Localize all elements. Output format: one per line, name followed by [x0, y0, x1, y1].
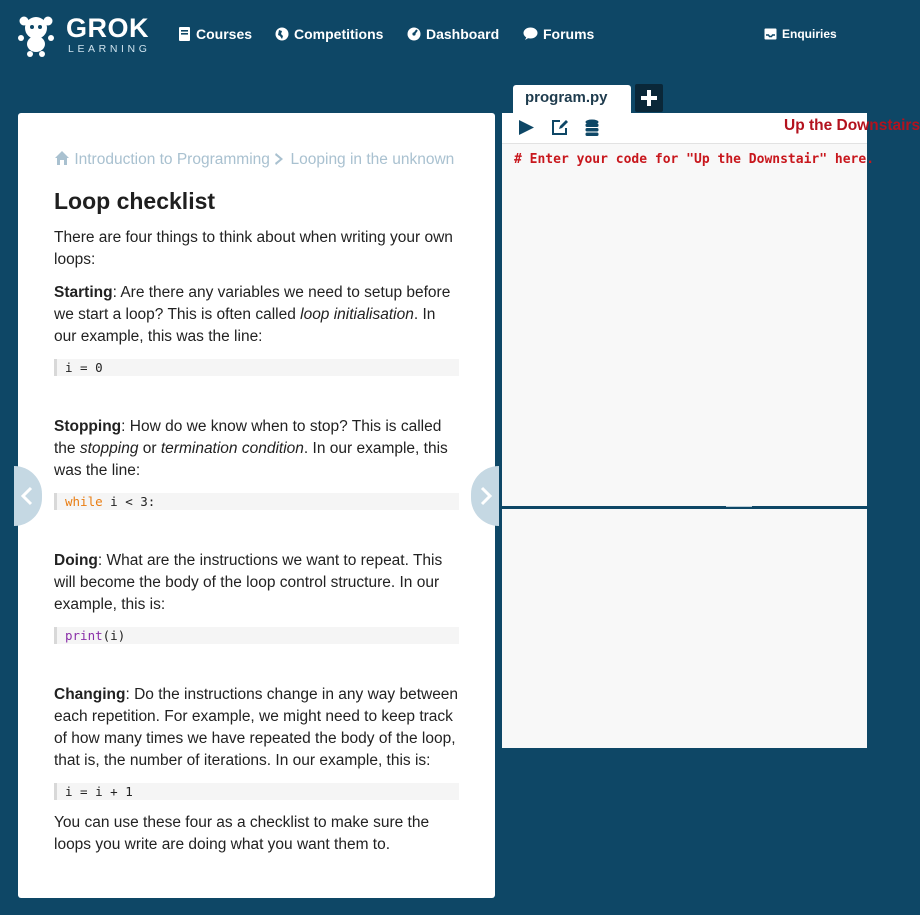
nav-forums[interactable]: [523, 24, 594, 44]
output-console[interactable]: [502, 509, 867, 748]
nav-competitions-label: Competitions: [294, 26, 384, 42]
logo-subtitle: LEARNING: [68, 43, 151, 55]
breadcrumb-course[interactable]: Introduction to Programming: [74, 151, 270, 168]
nav-dashboard-label: Dashboard: [426, 26, 500, 42]
add-file-button[interactable]: [635, 84, 663, 112]
book-icon: [178, 27, 191, 41]
nav-courses[interactable]: [178, 24, 252, 44]
stopping-em: stopping: [79, 440, 139, 457]
stopping-text-a: : How do we know when to stop? This is called the: [54, 418, 442, 457]
logo-title: GROK: [66, 13, 149, 43]
doing-paragraph: [54, 550, 459, 616]
breadcrumb-section[interactable]: Looping in the unknown: [290, 151, 455, 168]
code-keyword-while: while: [65, 494, 103, 509]
code-stopping-rest: i < 3:: [102, 494, 156, 509]
lesson-content: [54, 149, 459, 867]
stopping-text-b: . In our example, this was the line:: [54, 440, 448, 479]
top-nav: [0, 0, 867, 70]
grok-logo[interactable]: [16, 12, 156, 58]
stopping-term: Stopping: [54, 418, 122, 435]
database-icon[interactable]: [585, 119, 599, 137]
code-editor[interactable]: [502, 144, 875, 506]
grok-mascot-icon: [16, 12, 60, 56]
inbox-icon: [764, 28, 777, 40]
editor-toolbar: [502, 113, 920, 144]
starting-text-a: : Are there any variables we need to setup before we start a loop? This is often called: [54, 284, 451, 323]
code-block-starting: i = 0: [54, 359, 459, 376]
changing-text: : Do the instructions change in any way between each repetition. For example, we might need to keep track of how many times we have repeated the body of the loop, that is, the number of iterations. In our example, this is:: [54, 686, 459, 769]
chevron-right-icon: [274, 152, 286, 166]
chevron-left-icon: [20, 487, 34, 505]
intro-text: There are four things to think about when writing your own loops:: [54, 229, 453, 268]
stopping-text-or: or: [138, 440, 161, 457]
tab-label: program.py: [525, 89, 608, 106]
nav-enquiries[interactable]: [764, 24, 837, 44]
resize-grip[interactable]: [726, 506, 752, 507]
breadcrumb: [54, 149, 459, 171]
code-block-stopping: [54, 493, 459, 510]
starting-text-b: . In our example, this was the line:: [54, 306, 436, 345]
speech-bubble-icon: [523, 27, 538, 41]
code-block-changing: i = i + 1: [54, 783, 459, 800]
code-line-1[interactable]: # Enter your code for "Up the Downstair" here.: [514, 152, 875, 167]
nav-dashboard[interactable]: [407, 24, 499, 44]
edit-icon[interactable]: [551, 119, 569, 136]
page-title: Loop checklist: [54, 188, 216, 214]
termination-em: termination condition: [160, 440, 304, 457]
stopping-paragraph: [54, 416, 459, 482]
lesson-panel: [18, 113, 495, 898]
starting-term: Starting: [54, 284, 113, 301]
starting-paragraph: [54, 282, 459, 348]
nav-competitions[interactable]: [275, 24, 383, 44]
closing-text: You can use these four as a checklist to make sure the loops you write are doing what you want them to.: [54, 814, 430, 853]
changing-term: Changing: [54, 686, 126, 703]
gauge-icon: [407, 27, 421, 41]
chevron-right-icon: [479, 487, 493, 505]
nav-forums-label: Forums: [543, 26, 595, 42]
run-icon[interactable]: [518, 119, 535, 136]
nav-enquiries-label: Enquiries: [782, 27, 837, 41]
code-keyword-print: print: [65, 628, 103, 643]
globe-icon: [275, 27, 289, 41]
starting-em: loop initialisation: [300, 306, 414, 323]
doing-term: Doing: [54, 552, 98, 569]
problem-title: Up the Downstairs: [784, 117, 920, 134]
tab-program-py[interactable]: [513, 85, 631, 113]
code-doing-rest: (i): [102, 628, 126, 643]
nav-courses-label: Courses: [196, 26, 253, 42]
home-icon[interactable]: [54, 150, 70, 166]
changing-paragraph: [54, 684, 459, 772]
doing-text: : What are the instructions we want to repeat. This will become the body of the loop control structure. In our example, this is:: [54, 552, 443, 613]
plus-icon: [635, 84, 663, 112]
code-block-doing: [54, 627, 459, 644]
